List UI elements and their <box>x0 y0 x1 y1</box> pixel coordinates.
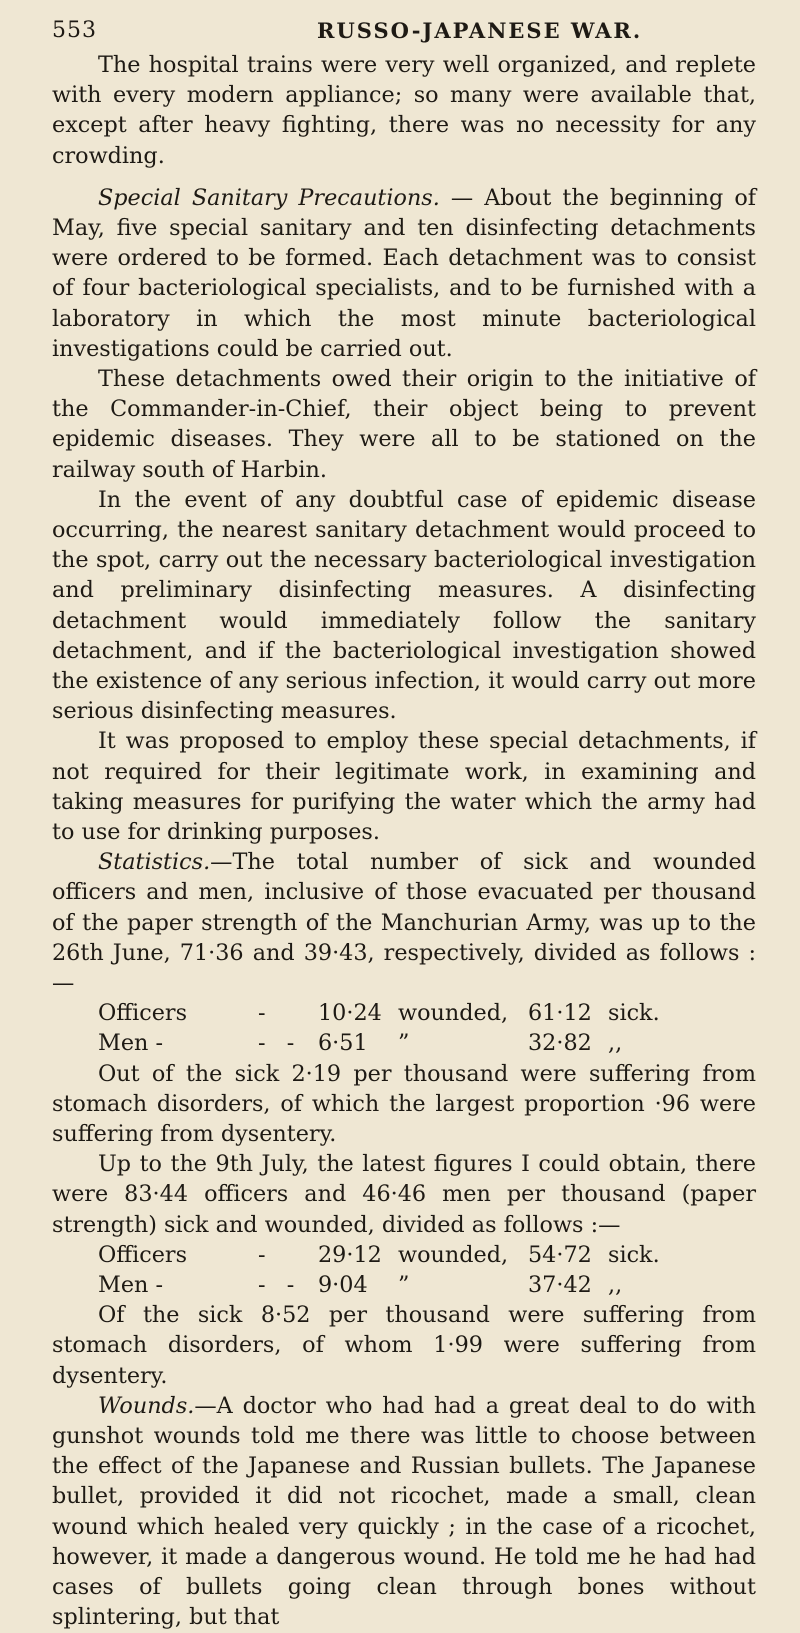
paragraph-sick-dysentery: Of the sick 8·52 per thousand were suffering from stomach disorders, of whom 1·99 were suffering from dysentery. <box>52 1302 756 1389</box>
section-heading: Statistics. <box>98 849 211 876</box>
paragraph-detachments-origin: These detachments owed their origin to the initiative of the Commander-in-Chief, their object being to prevent epidemic diseases. They were all to be stationed on the railway south of Harbin. <box>52 366 756 483</box>
page-number: 553 <box>52 18 97 43</box>
paragraph-wounds: Wounds.—A doctor who had had a great deal to do with gunshot wounds told me there was little to choose between the effect of the Japanese and Russian bullets. The Japanese bullet, provided it did not ricochet, made a small, clean wound which healed very quickly ; in the case of a ricochet, however, it made a dangerous wound. He told me he had had cases of bullets going clean through bones without splintering, but that <box>52 1392 756 1631</box>
running-title: RUSSO-JAPANESE WAR. <box>317 18 643 43</box>
stats-row-officers: Officers - 29·12 wounded, 54·72 sick. <box>98 1241 660 1268</box>
section-heading: Special Sanitary Precautions. <box>98 184 440 211</box>
running-head <box>52 10 756 50</box>
section-heading: Wounds. <box>98 1392 195 1419</box>
paragraph-hospital-trains: The hospital trains were very well organized, and replete with every modern appliance; so many were available that, except after heavy fighting, there was no necessity for any crowding. <box>52 52 756 169</box>
body-text <box>52 50 756 1633</box>
paragraph-july-figures: Up to the 9th July, the latest figures I could obtain, there were 83·44 officers and 46·46 men per thousand (paper strength) sick and wounded, divided as follows :— <box>52 1151 756 1238</box>
stats-table-june <box>52 998 756 1058</box>
paragraph-statistics: Statistics.—The total number of sick and wounded officers and men, inclusive of those evacuated per thousand of the paper strength of the Manchurian Army, was up to the 26th June, 71·36 and 39·43, respectively, divided as follows :— <box>52 849 756 997</box>
stats-row-men: Men - - - 6·51 ” 32·82 ,, <box>98 1030 623 1057</box>
stats-row-men: Men - - - 9·04 ” 37·42 ,, <box>98 1272 623 1299</box>
stats-table-july <box>52 1240 756 1300</box>
paragraph-epidemic-case: In the event of any doubtful case of epidemic disease occurring, the nearest sanitary detachment would proceed to the spot, carry out the necessary bacteriological investigation and preliminary disinfecting measures. A disinfecting detachment would immediately follow the sanitary detachment, and if the bacteriological investigation showed the existence of any serious infection, it would carry out more serious disinfecting measures. <box>52 486 756 725</box>
paragraph-sanitary-precautions: Special Sanitary Precautions. — About the beginning of May, five special sanitary and ten disinfecting detachments were ordered to be formed. Each detachment was to consist of four bacteriological specialists, and to be furnished with a laboratory in which the most minute bacteriological investigations could be carried out. <box>52 184 757 362</box>
paragraph-water-purifying: It was proposed to employ these special detachments, if not required for their legitimate work, in examining and taking measures for purifying the water which the army had to use for drinking purposes. <box>52 728 756 846</box>
stats-row-officers: Officers - 10·24 wounded, 61·12 sick. <box>98 1000 660 1027</box>
paragraph-stomach-disorders: Out of the sick 2·19 per thousand were suffering from stomach disorders, of which the largest proportion ·96 were suffering from dysentery. <box>52 1060 756 1148</box>
